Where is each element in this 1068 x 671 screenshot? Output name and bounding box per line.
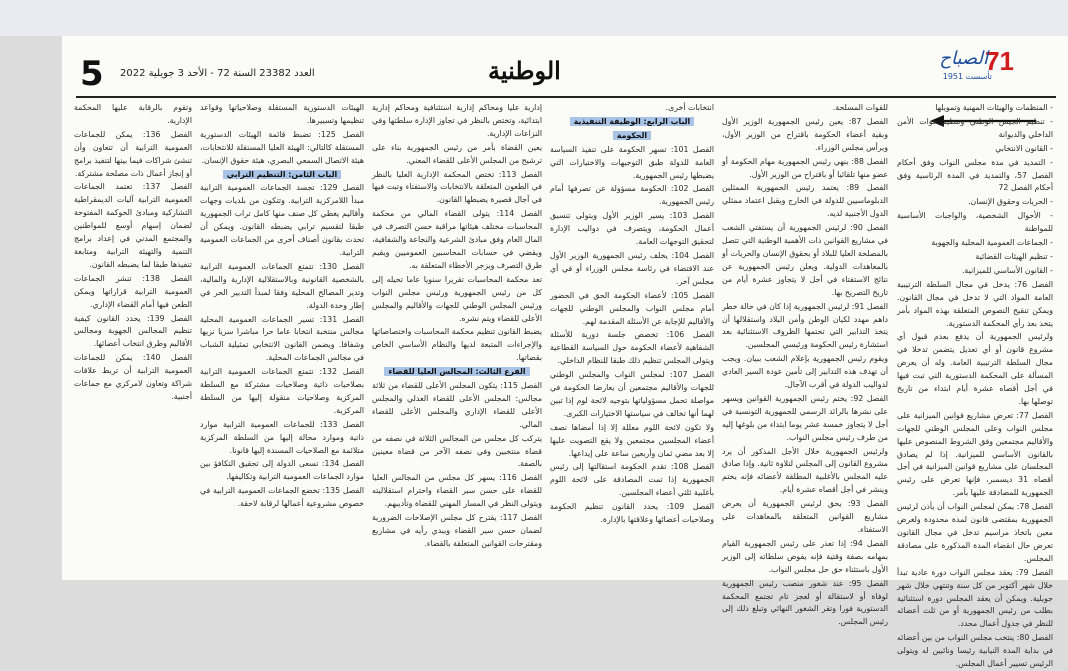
section-title: الوطنية [488, 56, 561, 85]
column-paragraph: الفصل 115: يتكون المجلس الأعلى للقضاء من ثلاثة مجالس: المجلس الأعلى للقضاء العدلي والمجلس الأعلى للقضاء الإداري والمجلس الأعلى للقضاء المالي. [372, 381, 542, 429]
column-paragraph: الفصل 76: يدخل في مجال السلطة الترتيبية العامة المواد التي لا تدخل في مجال القانون. ويمكن تنقيح النصوص المتعلقة بهذه المواد بأمر يتخذ بعد رأي المحكمة الدستورية. [897, 279, 1053, 328]
newspaper-page [62, 36, 1068, 669]
column-paragraph: يعين القضاة بأمر من رئيس الجمهورية بناء على ترشيح من المجلس الأعلى للقضاء المعني. [372, 142, 542, 165]
column-paragraph: - القانون الانتخابي [995, 143, 1053, 153]
article-column-5 [200, 102, 364, 582]
column-paragraph: - تنظيم الهيئات القضائية [975, 251, 1053, 261]
article-column-2 [722, 102, 888, 627]
column-paragraph: ويقوم رئيس الجمهورية بإعلام الشعب ببيان. ويجب أن تهدف هذه التدابير إلى تأمين عودة السير العادي لدواليب الدولة في أقرب الآجال. [722, 354, 888, 390]
column-paragraph: - المنظمات والهيئات المهنية وتمويلها [935, 103, 1053, 112]
column-paragraph: الفصل 135: تخضع الجماعات العمومية الترابية في خصوص مشروعية أعمالها لرقابة لاحقة. [200, 486, 364, 509]
column-paragraph: الفصل 103: يسير الوزير الأول ويتولى تنسيق أعمال الحكومة، ويتصرف في دواليب الإدارة لتحقيق التوجهات العامة. [550, 211, 714, 247]
column-paragraph: للقوات المسلحة. [832, 103, 888, 112]
column-paragraph: الفصل 90: لرئيس الجمهورية أن يستفتي الشعب في مشاريع القوانين ذات الأهمية الوطنية التي تتصل بالمصلحة العليا للبلاد أو بحقوق الإنسان والحريات أو بالمعاهدات الدولية. ويعلن رئيس الجمهورية عن نتائج الاستفتاء في أجل لا يتجاوز عشرة أيام من تاريخ التصريح بها. [722, 223, 888, 297]
column-heading: الفرع الثالث: المجالس العليا للقضاء [372, 366, 542, 379]
column-paragraph: الفصل 78: يمكن لمجلس النواب أن يأذن لرئيس الجمهورية بمقتضى قانون لمدة محدودة ولغرض معين باتخاذ مراسيم تدخل في مجال القانون تعرض حال انقضاء المدة المذكورة على مصادقة المجلس. [897, 502, 1053, 563]
column-paragraph: الفصل 136: يمكن للجماعات العمومية الترابية أن تتعاون وأن تنشئ شراكات فيما بينها لتنفيذ برامج أو إنجاز أعمال ذات مصلحة مشتركة. [74, 129, 192, 178]
column-heading: الحكومة [550, 130, 714, 143]
column-paragraph: الفصل 139: يحدد القانون كيفية تنظيم المجالس الجهوية ومجالس الأقاليم وطرق انتخاب أعضائها. [74, 313, 192, 349]
column-paragraph: - الجماعات العمومية المحلية والجهوية [931, 238, 1053, 248]
column-paragraph: الفصل 129: تجسد الجماعات العمومية الترابية مبدأ اللامركزية الترابية. وتتكون من بلديات وجهات وأقاليم يغطي كل صنف منها كامل تراب الجمهورية طبقا لتقسيم ترابي يضبطه القانون. ويمكن أن تحدث بقانون أصناف أخرى من الجماعات العمومية الترابية. [200, 183, 364, 257]
column-paragraph: الفصل 104: يخلف رئيس الجمهورية الوزير الأول عند الاقتضاء في رئاسة مجلس الوزراء أو في أي مجلس آخر. [550, 250, 714, 286]
column-paragraph: الفصل 93: يحق لرئيس الجمهورية أن يعرض مشاريع القوانين المتعلقة بالمعاهدات على الاستفتاء. [722, 499, 888, 534]
column-paragraph: ولرئيس الجمهورية أن يدفع بعدم قبول أي مشروع قانون أو أي تعديل يتضمن تدخلا في مجال السلطة الترتيبية العامة. وله أن يعرض المسألة على المحكمة الدستورية التي تبت فيها في أجل أقصاه عشرة أيام ابتداء من تاريخ توصلها بها. [897, 332, 1053, 406]
column-paragraph: الفصل 94: إذا تعذر على رئيس الجمهورية القيام بمهامه بصفة وقتية فإنه يفوض سلطاته إلى الوزير الأول باستثناء حق حل مجلس النواب. [722, 538, 888, 574]
column-heading: الباب الثامن: التنظيم الترابي [200, 169, 364, 182]
column-paragraph: وتقوم بالرقابة عليها المحكمة الإدارية. [74, 103, 192, 125]
column-paragraph: الفصل 101: تسهر الحكومة على تنفيذ السياسة العامة للدولة طبق التوجيهات والاختيارات التي يضبطها رئيس الجمهورية. [550, 144, 714, 180]
column-paragraph: الفصل 107: لمجلس النواب والمجلس الوطني للجهات والأقاليم مجتمعين أن يعارضا الحكومة في مواصلة تحمل مسؤولياتها بتوجيه لائحة لوم إذا تبين لهما أنها تخالف في سياستها الاختيارات الكبرى. [550, 370, 714, 418]
column-paragraph: الفصل 130: تتمتع الجماعات العمومية الترابية بالشخصية القانونية وبالاستقلالية الإدارية والمالية، وتدير المصالح المحلية وفقا لمبدأ التدبير الحر في إطار وحدة الدولة. [200, 261, 364, 310]
newspaper-logo [932, 46, 1014, 86]
column-paragraph: ولرئيس الجمهورية خلال الأجل المذكور أن يرد مشروع القانون إلى المجلس لتلاوة ثانية. وإذا صادق عليه المجلس بالأغلبية المطلقة لأعضائه فإنه يختم وينشر في أجل أقصاه عشرة أيام. [722, 446, 888, 495]
column-paragraph: يتركب كل مجلس من المجالس الثلاثة في نصفه من قضاة منتخبين وفي نصفه الآخر من قضاة معينين بالصفة. [372, 433, 542, 469]
column-paragraph: الفصل 105: لأعضاء الحكومة الحق في الحضور أمام مجلس النواب والمجلس الوطني للجهات والأقاليم للإجابة عن الأسئلة المقدمة لهم. [550, 290, 714, 326]
column-paragraph: الفصل 87: يعين رئيس الجمهورية الوزير الأول وبقية أعضاء الحكومة باقتراح من الوزير الأول، ويرأس مجلس الوزراء. [722, 116, 888, 152]
column-paragraph: الفصل 109: يحدد القانون تنظيم الحكومة وصلاحيات أعضائها وعلاقتها بالإدارة. [550, 502, 714, 525]
logo-word: الصباح [939, 48, 988, 69]
column-paragraph: الفصل 138: تنشر الجماعات العمومية الترابية قراراتها ويمكن الطعن فيها أمام القضاء الإداري. [74, 273, 192, 309]
column-paragraph: الفصل 132: تتمتع الجماعات العمومية الترابية بصلاحيات ذاتية وصلاحيات مشتركة مع السلطة المركزية وصلاحيات منقولة إليها من السلطة المركزية. [200, 367, 364, 415]
column-paragraph: الفصل 131: تسير الجماعات العمومية المحلية مجالس منتخبة انتخابا عاما حرا مباشرا سريا نزيها وشفافا. ويضمن القانون الانتخابي تمثيلية الشباب في مجالس الجماعات المحلية. [200, 314, 364, 363]
column-paragraph: الفصل 140: يمكن للجماعات العمومية الترابية أن تربط علاقات شراكة وتعاون لامركزي مع جماعات أجنبية. [74, 353, 192, 401]
page-number: 5 [80, 54, 104, 94]
column-paragraph: الهيئات الدستورية المستقلة وصلاحياتها وقواعد تنظيمها وتسييرها. [200, 103, 364, 125]
column-paragraph: الفصل 92: يختم رئيس الجمهورية القوانين ويسهر على نشرها بالرائد الرسمي للجمهورية التونسية في أجل لا يتجاوز خمسة عشر يوما ابتداء من بلوغها إليه من طرف رئيس مجلس النواب. [722, 393, 888, 442]
column-paragraph: الفصل 113: تختص المحكمة الإدارية العليا بالنظر في الطعون المتعلقة بالانتخابات والاستفتاء وتبت فيها في آجال قصيرة يضبطها القانون. [372, 169, 542, 205]
column-paragraph: الفصل 102: الحكومة مسؤولة عن تصرفها أمام رئيس الجمهورية. [550, 184, 714, 207]
column-paragraph: الفصل 91: لرئيس الجمهورية إذا كان في حالة خطر داهم مهدد لكيان الوطن وأمن البلاد واستقلالها أن يتخذ التدابير التي تحتمها الظروف الاستثنائية بعد استشارة رئيس الحكومة ورئيسي المجلسين. [722, 301, 888, 350]
article-column-1 [897, 102, 1054, 669]
column-paragraph: - تنظيم الجيش الوطني وتنظيم قوات الأمن الداخلي والديوانة [897, 116, 1053, 139]
article-column-3 [550, 102, 714, 582]
window-top-bar [0, 0, 1068, 36]
issue-line: العدد 23382 السنة 72 - الأحد 3 جويلية 2022 [120, 68, 315, 79]
column-paragraph: - الحريات وحقوق الإنسان. [968, 197, 1053, 207]
column-paragraph: يضبط القانون تنظيم محكمة المحاسبات واختصاصاتها والإجراءات المتبعة لديها والنظام الأساسي الخاص بقضاتها. [372, 327, 542, 363]
column-paragraph: الفصل 88: ينهي رئيس الجمهورية مهام الحكومة أو عضو منها تلقائيا أو باقتراح من الوزير الأول. [722, 156, 888, 179]
column-paragraph: الفصل 95: عند شغور منصب رئيس الجمهورية لوفاة أو لاستقالة أو لعجز تام تجتمع المحكمة الدستورية فورا وتقر الشغور النهائي وتبلغ ذلك إلى رئيس المجلس. [722, 578, 888, 627]
column-paragraph: الفصل 114: يتولى القضاء المالي من محكمة المحاسبات مختلف هيئاتها مراقبة حسن التصرف في المال العام وفق مبادئ الشرعية والنجاعة والشفافية، ويقضي في حسابات المحاسبين العموميين ويقيم طرق التصرف ويزجر الأخطاء المتعلقة به. [372, 209, 542, 270]
column-paragraph: الفصل 80: ينتخب مجلس النواب من بين أعضائه في بداية المدة النيابية رئيسا ونائبين له ويتولى الرئيس تسيير أعمال المجلس. [897, 633, 1053, 669]
column-paragraph: الفصل 79: يعقد مجلس النواب دورة عادية تبدأ خلال شهر أكتوبر من كل سنة وتنتهي خلال شهر جويلية. ويمكن أن يعقد المجلس دورة استثنائية بطلب من رئيس الجمهورية أو من ثلث أعضائه للنظر في جدول أعمال محدد. [897, 567, 1053, 629]
column-heading: الباب الرابع: الوظيفة التنفيذية [550, 116, 714, 129]
column-paragraph: - التمديد في مدة مجلس النواب وفق أحكام الفصل 57، والتمديد في المدة الرئاسية وفق أحكام الفصل 72 [897, 157, 1053, 193]
column-paragraph: الفصل 108: تقدم الحكومة استقالتها إلى رئيس الجمهورية إذا تمت المصادقة على لائحة اللوم بأغلبية ثلثي أعضاء المجلسين. [550, 462, 714, 498]
column-paragraph: انتخابات أخرى. [665, 103, 714, 112]
column-paragraph: الفصل 77: تعرض مشاريع قوانين الميزانية على مجلس النواب وعلى المجلس الوطني للجهات والأقاليم مجتمعين وفق الشروط المنصوص عليها بالقانون الأساسي للميزانية. إذا لم يصادق المجلسان على مشاريع قوانين الميزانية في أجل أقصاه 31 ديسمبر، فإنها تعرض على رئيس الجمهورية للمصادقة عليها بأمر. [897, 410, 1054, 498]
column-paragraph: الفصل 133: للجماعات العمومية الترابية موارد ذاتية وموارد محالة إليها من السلطة المركزية متلائمة مع الصلاحيات المسندة إليها قانونا. [200, 419, 364, 455]
article-column-6 [74, 102, 192, 582]
logo-number: 71 [985, 46, 1014, 76]
column-paragraph: الفصل 106: تخصص جلسة دورية للأسئلة الشفاهية لأعضاء الحكومة حول السياسة القطاعية ويتولى المجلس تنظيم ذلك طبقا للنظام الداخلي. [550, 330, 714, 366]
column-paragraph: - القانون الأساسي للميزانية. [961, 265, 1053, 275]
column-paragraph: الفصل 125: تضبط قائمة الهيئات الدستورية المستقلة كالتالي: الهيئة العليا المستقلة للانتخابات، هيئة الاتصال السمعي البصري، هيئة حقوق الإنسان. [200, 129, 364, 165]
column-paragraph: إدارية عليا ومحاكم إدارية استئنافية ومحاكم إدارية ابتدائية، وتختص بالنظر في تجاوز الإدارة سلطتها وفي النزاعات الإدارية. [372, 103, 542, 138]
column-paragraph: الفصل 117: يقترح كل مجلس الإصلاحات الضرورية لضمان حسن سير القضاء ويبدي رأيه في مشاريع ومقترحات القوانين المتعلقة بالقضاء. [372, 513, 542, 548]
column-paragraph: الفصل 137: تعتمد الجماعات العمومية الترابية آليات الديمقراطية التشاركية ومبادئ الحوكمة المفتوحة لضمان إسهام أوسع للمواطنين والمجتمع المدني في إعداد برامج التنمية والتهيئة الترابية ومتابعة تنفيذها طبقا لما يضبطه القانون. [74, 182, 193, 269]
logo-tagline: تأسست 1951 [942, 72, 992, 81]
article-column-4 [372, 102, 542, 582]
header-rule [76, 96, 1056, 98]
column-paragraph: ولا تكون لائحة اللوم معللة إلا إذا أمضاها نصف أعضاء المجلسين مجتمعين ولا يقع التصويت عليها إلا بعد مضي ثمان وأربعين ساعة على إيداعها. [550, 422, 714, 458]
column-paragraph: الفصل 116: يسهر كل مجلس من المجالس العليا للقضاء على حسن سير القضاء واحترام استقلاليته ويتولى النظر في المسار المهني للقضاة وتأديبهم. [372, 473, 542, 509]
column-paragraph: الفصل 89: يعتمد رئيس الجمهورية الممثلين الدبلوماسيين للدولة في الخارج ويقبل اعتماد ممثلي الدول الأجنبية لديه. [722, 183, 888, 219]
column-paragraph: الفصل 134: تسعى الدولة إلى تحقيق التكافؤ بين موارد الجماعات العمومية الترابية وتكاليفها. [200, 459, 364, 482]
column-paragraph: - الأحوال الشخصية، والواجبات الأساسية للمواطنة [897, 211, 1053, 234]
column-paragraph: تعد محكمة المحاسبات تقريرا سنويا عاما تحيله إلى كل من رئيس الجمهورية ورئيس مجلس النواب ورئيس المجلس الوطني للجهات والأقاليم والمجلس الأعلى للقضاء ويتم نشره. [372, 274, 542, 323]
